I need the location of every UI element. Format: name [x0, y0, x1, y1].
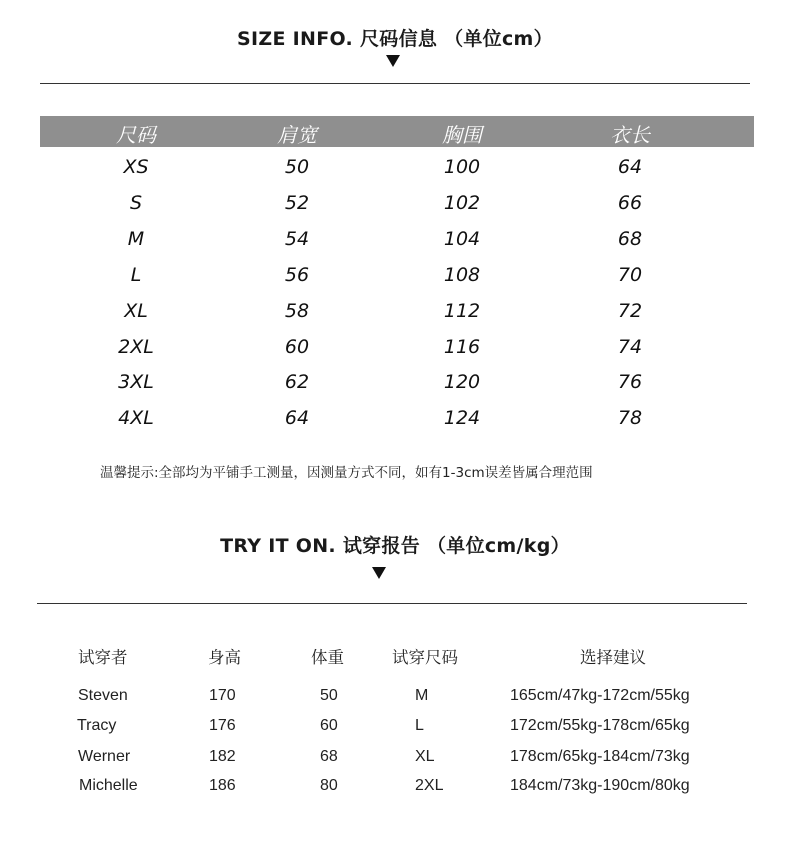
size-table-cell: 54 — [284, 227, 310, 250]
size-table-cell: 52 — [284, 191, 310, 214]
size-table-cell: 2XL — [118, 335, 154, 358]
try-table-cell: 68 — [320, 748, 338, 765]
try-header-cell: 身高 — [208, 649, 241, 667]
size-table-cell: 4XL — [118, 407, 154, 430]
size-table-cell: S — [129, 191, 143, 214]
try-table-cell: 60 — [320, 717, 338, 734]
size-header-cell: 尺码 — [116, 123, 156, 147]
try-table-cell: 2XL — [415, 777, 444, 794]
size-table-cell: 76 — [617, 371, 643, 394]
measurement-tip: 温馨提示:全部均为平铺手工测量，因测量方式不同，如有1-3cm误差皆属合理范围 — [100, 465, 593, 481]
size-table-cell: XL — [124, 299, 148, 322]
try-table-cell: 170 — [209, 687, 236, 704]
try-table-cell: 182 — [209, 748, 236, 765]
size-table-cell: M — [127, 227, 145, 250]
try-table-cell: M — [415, 687, 429, 704]
size-table-cell: L — [130, 263, 142, 286]
size-table-cell: 78 — [617, 407, 643, 430]
size-info-title: SIZE INFO. 尺码信息 （单位cm） — [237, 28, 553, 50]
size-table-cell: 108 — [443, 263, 481, 286]
size-table-cell: 124 — [443, 407, 481, 430]
try-table-cell: 80 — [320, 777, 338, 794]
try-table-cell: Werner — [78, 748, 131, 765]
size-table-cell: XS — [123, 156, 149, 178]
size-table-cell: 120 — [443, 371, 481, 394]
size-table-header — [40, 116, 754, 147]
size-table-cell: 3XL — [118, 371, 154, 394]
try-table-cell: 50 — [320, 687, 338, 704]
try-table-cell: XL — [415, 748, 435, 765]
size-table-cell: 64 — [284, 407, 310, 430]
size-table-cell: 100 — [443, 156, 481, 178]
try-table-cell: 165cm/47kg-172cm/55kg — [510, 687, 690, 704]
size-table-cell: 68 — [617, 227, 643, 250]
try-table-cell: 176 — [209, 717, 236, 734]
size-table-cell: 50 — [284, 156, 310, 178]
down-triangle-icon — [386, 55, 400, 67]
size-table-cell: 70 — [617, 263, 643, 286]
try-table-cell: Steven — [78, 687, 128, 704]
size-table-cell: 58 — [284, 299, 310, 322]
try-table-cell: Tracy — [77, 717, 117, 734]
try-on-title: TRY IT ON. 试穿报告 （单位cm/kg） — [220, 535, 570, 557]
size-header-cell: 胸围 — [442, 123, 482, 147]
size-table-cell: 102 — [443, 191, 481, 214]
size-header-cell: 肩宽 — [277, 123, 317, 147]
size-table-cell: 74 — [617, 335, 643, 358]
try-header-cell: 选择建议 — [580, 649, 646, 667]
down-triangle-icon — [372, 567, 386, 579]
try-table-cell: 184cm/73kg-190cm/80kg — [510, 777, 690, 794]
size-table-cell: 104 — [443, 227, 481, 250]
try-header-cell: 体重 — [311, 649, 344, 667]
try-table-cell: 172cm/55kg-178cm/65kg — [510, 717, 690, 734]
size-header-cell: 衣长 — [610, 123, 650, 147]
size-table-cell: 62 — [284, 371, 310, 394]
divider — [37, 603, 747, 604]
size-table-cell: 72 — [617, 299, 643, 322]
try-table-cell: 178cm/65kg-184cm/73kg — [510, 748, 690, 765]
size-table-cell: 60 — [284, 335, 310, 358]
size-table-cell: 116 — [443, 335, 481, 358]
try-table-cell: L — [415, 717, 424, 734]
try-header-cell: 试穿尺码 — [392, 649, 458, 667]
size-table-cell: 64 — [617, 156, 643, 178]
try-table-cell: 186 — [209, 777, 236, 794]
size-table-cell: 66 — [617, 191, 643, 214]
try-table-cell: Michelle — [79, 777, 138, 794]
try-header-cell: 试穿者 — [78, 649, 128, 667]
size-table-cell: 56 — [284, 263, 310, 286]
size-table-cell: 112 — [443, 299, 481, 322]
divider — [40, 83, 750, 84]
